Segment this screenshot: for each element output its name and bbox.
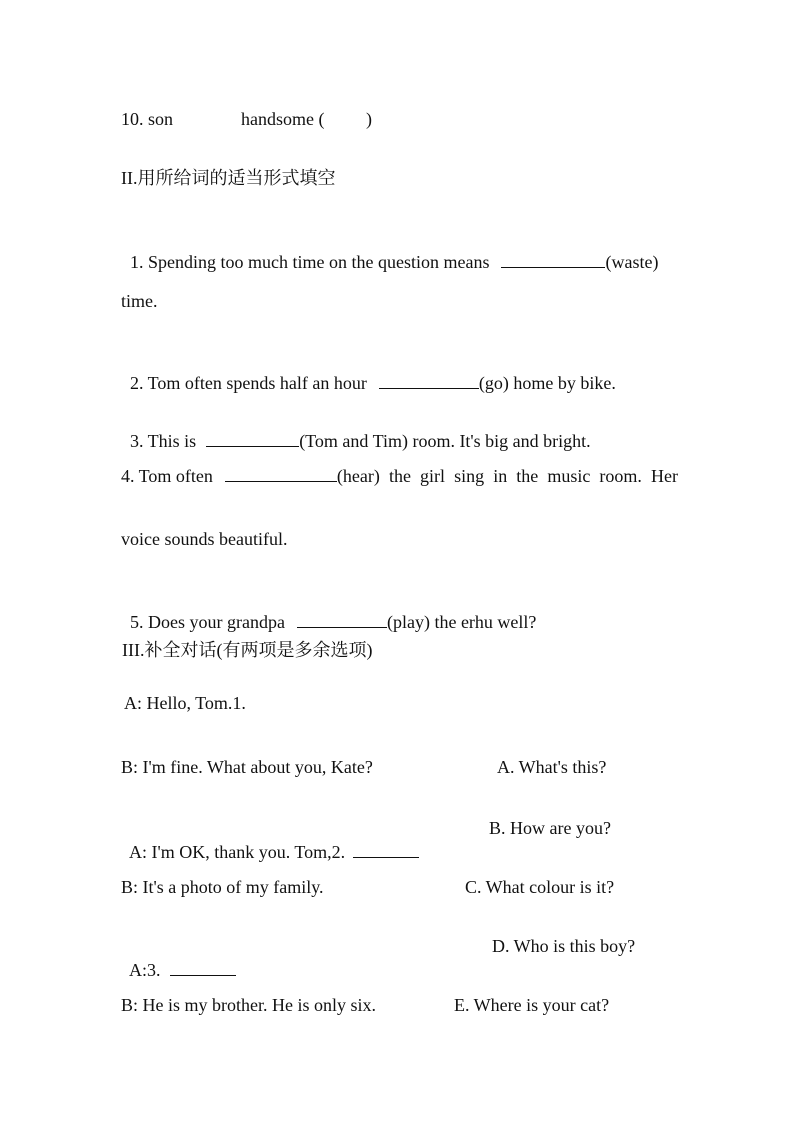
question-4-blank[interactable]: [225, 464, 337, 482]
option-c: C. What colour is it?: [465, 877, 615, 897]
section-2-heading: II.用所给词的适当形式填空: [121, 168, 336, 188]
question-3-hint: (Tom and Tim) room. It's big and bright.: [299, 431, 591, 451]
question-3: [121, 405, 591, 453]
question-2: [121, 347, 616, 395]
option-d: D. Who is this boy?: [492, 936, 636, 956]
question-1-text: 1. Spending too much time on the question means: [130, 252, 490, 272]
question-5-blank[interactable]: [297, 610, 387, 628]
question-2-blank[interactable]: [379, 371, 479, 389]
question-5-text: 5. Does your grandpa: [130, 612, 285, 632]
question-1: [121, 226, 658, 274]
dialogue-line-3-text: A: I'm OK, thank you. Tom,2.: [129, 842, 346, 862]
question-4-hint: (hear) the girl sing in the music room. Her: [336, 466, 678, 486]
option-b: B. How are you?: [489, 818, 611, 838]
dialogue-blank-2[interactable]: [353, 840, 419, 858]
dialogue-line-5: [121, 934, 236, 982]
question-5: [121, 586, 536, 634]
option-a: A. What's this?: [497, 757, 607, 777]
item-10-word-a: 10. son: [121, 109, 174, 129]
question-1-continuation: time.: [121, 291, 158, 311]
question-1-hint: (waste): [605, 252, 659, 272]
question-3-blank[interactable]: [206, 429, 299, 447]
dialogue-blank-3[interactable]: [170, 958, 236, 976]
item-10-word-b: handsome (: [241, 109, 325, 129]
dialogue-line-2: B: I'm fine. What about you, Kate?: [121, 757, 373, 777]
question-2-hint: (go) home by bike.: [478, 373, 616, 393]
dialogue-line-1: A: Hello, Tom.1.: [124, 693, 246, 713]
dialogue-line-6: B: He is my brother. He is only six.: [121, 995, 376, 1015]
dialogue-line-4: B: It's a photo of my family.: [121, 877, 324, 897]
question-3-text: 3. This is: [130, 431, 197, 451]
option-e: E. Where is your cat?: [454, 995, 610, 1015]
question-2-text: 2. Tom often spends half an hour: [130, 373, 367, 393]
question-4-text: 4. Tom often: [121, 466, 213, 486]
dialogue-line-5-text: A:3.: [129, 960, 161, 980]
question-1-blank[interactable]: [501, 250, 605, 268]
item-10-paren-close: ): [366, 109, 372, 129]
dialogue-line-3: [121, 816, 419, 864]
question-4-continuation: voice sounds beautiful.: [121, 529, 288, 549]
question-5-hint: (play) the erhu well?: [386, 612, 537, 632]
question-4: [121, 464, 678, 488]
section-3-heading: III.补全对话(有两项是多余选项): [122, 640, 373, 660]
